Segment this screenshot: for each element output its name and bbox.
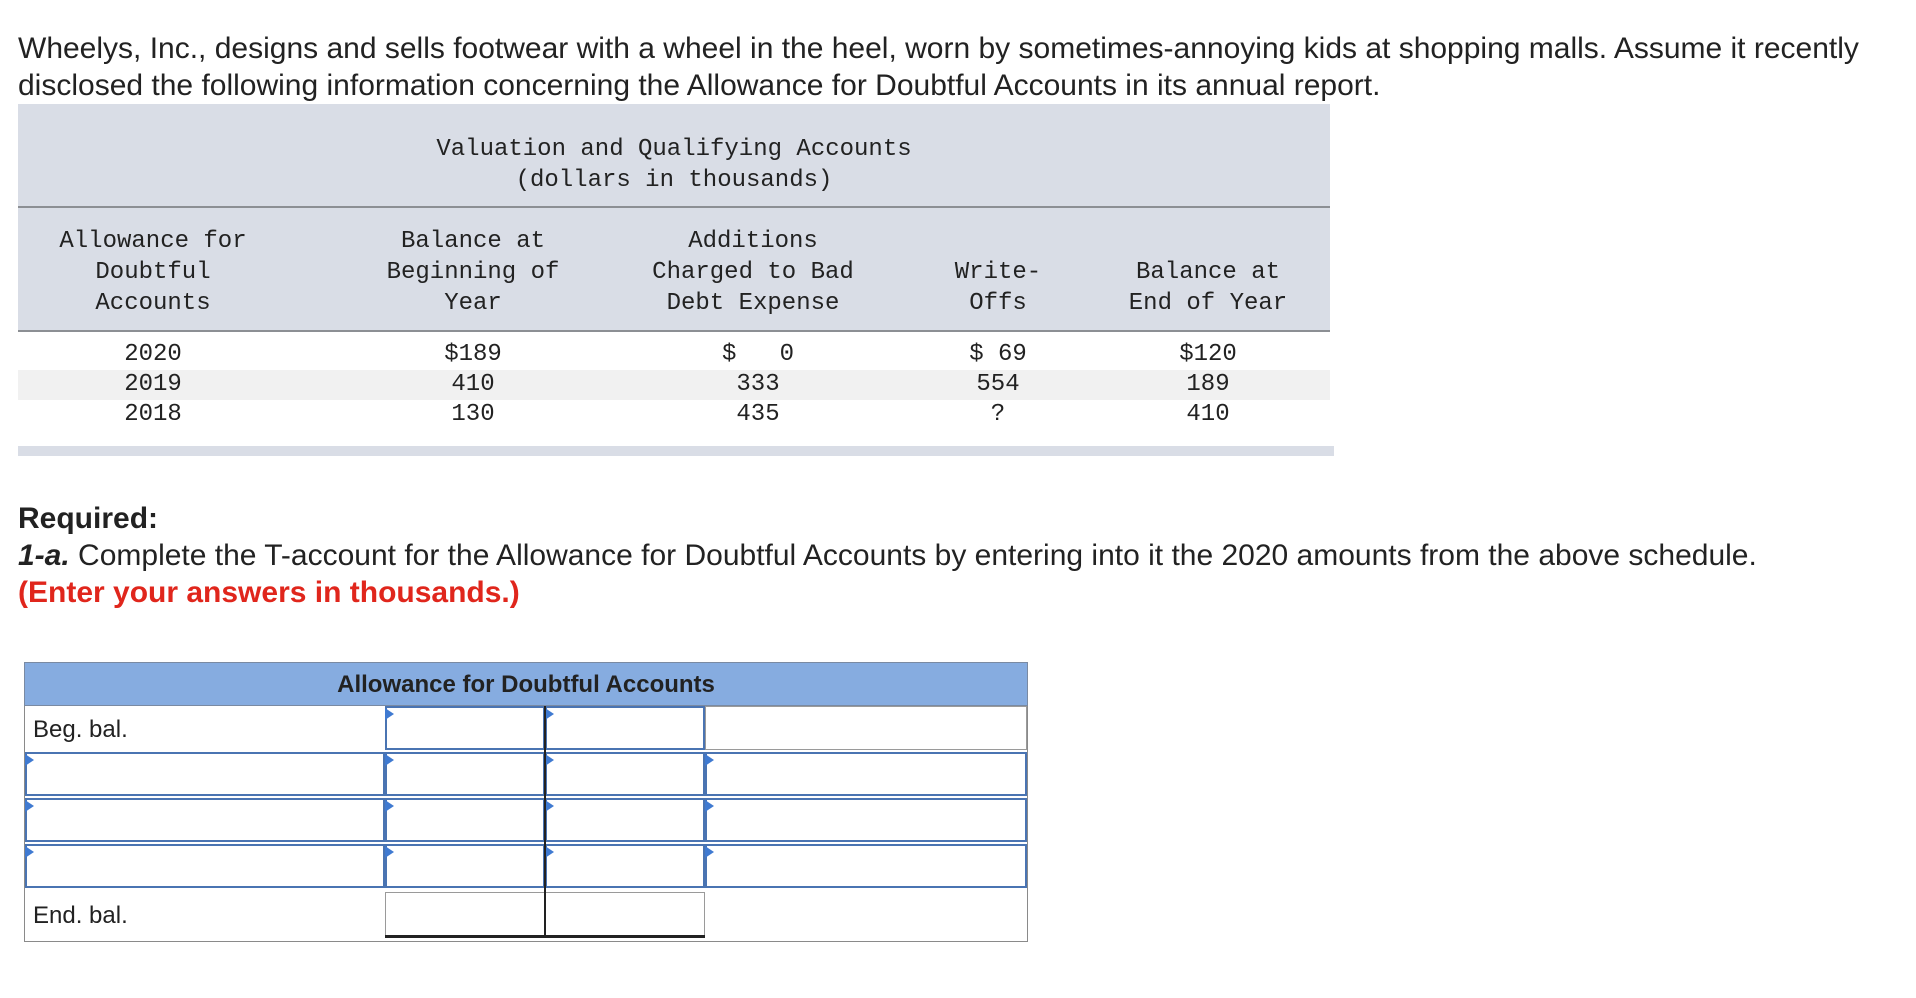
required-title: Required:: [18, 502, 159, 535]
row-year: 2020: [124, 341, 182, 368]
beg-bal-debit-amount-input[interactable]: [385, 706, 545, 750]
table-row: [18, 400, 1330, 430]
schedule-title-band: [18, 104, 1330, 208]
schedule-title: [18, 134, 1330, 196]
schedule-column-headers: [18, 208, 1330, 332]
row3-debit-amount-input[interactable]: [385, 798, 545, 842]
schedule-rows: [18, 340, 1330, 430]
row-year: 2018: [124, 401, 182, 428]
row-ending-balance: 410: [1186, 401, 1230, 428]
required-instruction: [18, 537, 1898, 574]
required-note: (Enter your answers in thousands.): [18, 576, 520, 609]
t-account-body: [24, 706, 1028, 942]
row4-debit-amount-input[interactable]: [385, 844, 545, 888]
col-header-ending-balance: Balance at End of Year: [1128, 259, 1288, 317]
t-account: [24, 662, 1028, 942]
required-text: Complete the T-account for the Allowance for Doubtful Accounts by entering into it the 2020 amounts from the above schedule.: [69, 539, 1757, 572]
row-additions: 333: [736, 371, 780, 398]
table-row: [18, 340, 1330, 370]
t-account-center-line: [544, 706, 546, 938]
row-additions: $ 0: [721, 341, 794, 368]
problem-intro: Wheelys, Inc., designs and sells footwear with a wheel in the heel, worn by sometimes-annoying kids at shopping malls. Assume it recently disclosed the following information concerning the Allowance for Doubtful Accounts in its annual report.: [18, 32, 1859, 102]
row2-debit-description-select[interactable]: [25, 752, 385, 796]
row-beginning-balance: 130: [451, 401, 495, 428]
schedule-title-line2: (dollars in thousands): [515, 167, 833, 194]
col-header-allowance: Allowance for Doubtful Accounts: [59, 228, 247, 317]
schedule-title-line1: Valuation and Qualifying Accounts: [436, 136, 912, 163]
row4-debit-description-select[interactable]: [25, 844, 385, 888]
table-row: [18, 370, 1330, 400]
col-header-write-offs: Write- Offs: [954, 259, 1042, 317]
row4-credit-amount-input[interactable]: [545, 844, 705, 888]
row-beginning-balance: 410: [451, 371, 495, 398]
required-part-label: 1-a.: [18, 539, 70, 572]
row3-debit-description-select[interactable]: [25, 798, 385, 842]
valuation-schedule: [18, 104, 1332, 456]
end-bal-debit-amount: [385, 892, 545, 936]
row-write-offs: ?: [990, 401, 1006, 428]
end-bal-credit-amount: [545, 892, 705, 936]
beg-bal-credit-amount-input[interactable]: [545, 706, 705, 750]
row-ending-balance: $120: [1179, 341, 1237, 368]
row-beginning-balance: $189: [444, 341, 502, 368]
row2-credit-description-select[interactable]: [705, 752, 1027, 796]
row2-credit-amount-input[interactable]: [545, 752, 705, 796]
row-write-offs: $ 69: [969, 341, 1027, 368]
row-additions: 435: [736, 401, 780, 428]
row-write-offs: 554: [976, 371, 1020, 398]
col-header-beginning-balance: Balance at Beginning of Year: [386, 228, 560, 317]
row3-credit-description-select[interactable]: [705, 798, 1027, 842]
t-account-title: Allowance for Doubtful Accounts: [24, 662, 1028, 706]
row-ending-balance: 189: [1186, 371, 1230, 398]
schedule-footer-band: [18, 446, 1334, 456]
row-year: 2019: [124, 371, 182, 398]
row2-debit-amount-input[interactable]: [385, 752, 545, 796]
row4-credit-description-select[interactable]: [705, 844, 1027, 888]
beg-bal-credit-description: [705, 706, 1027, 750]
end-bal-label: End. bal.: [33, 902, 128, 929]
col-header-additions: Additions Charged to Bad Debt Expense: [652, 228, 854, 317]
beg-bal-label: Beg. bal.: [33, 716, 128, 743]
row3-credit-amount-input[interactable]: [545, 798, 705, 842]
required-section: [18, 500, 1898, 611]
